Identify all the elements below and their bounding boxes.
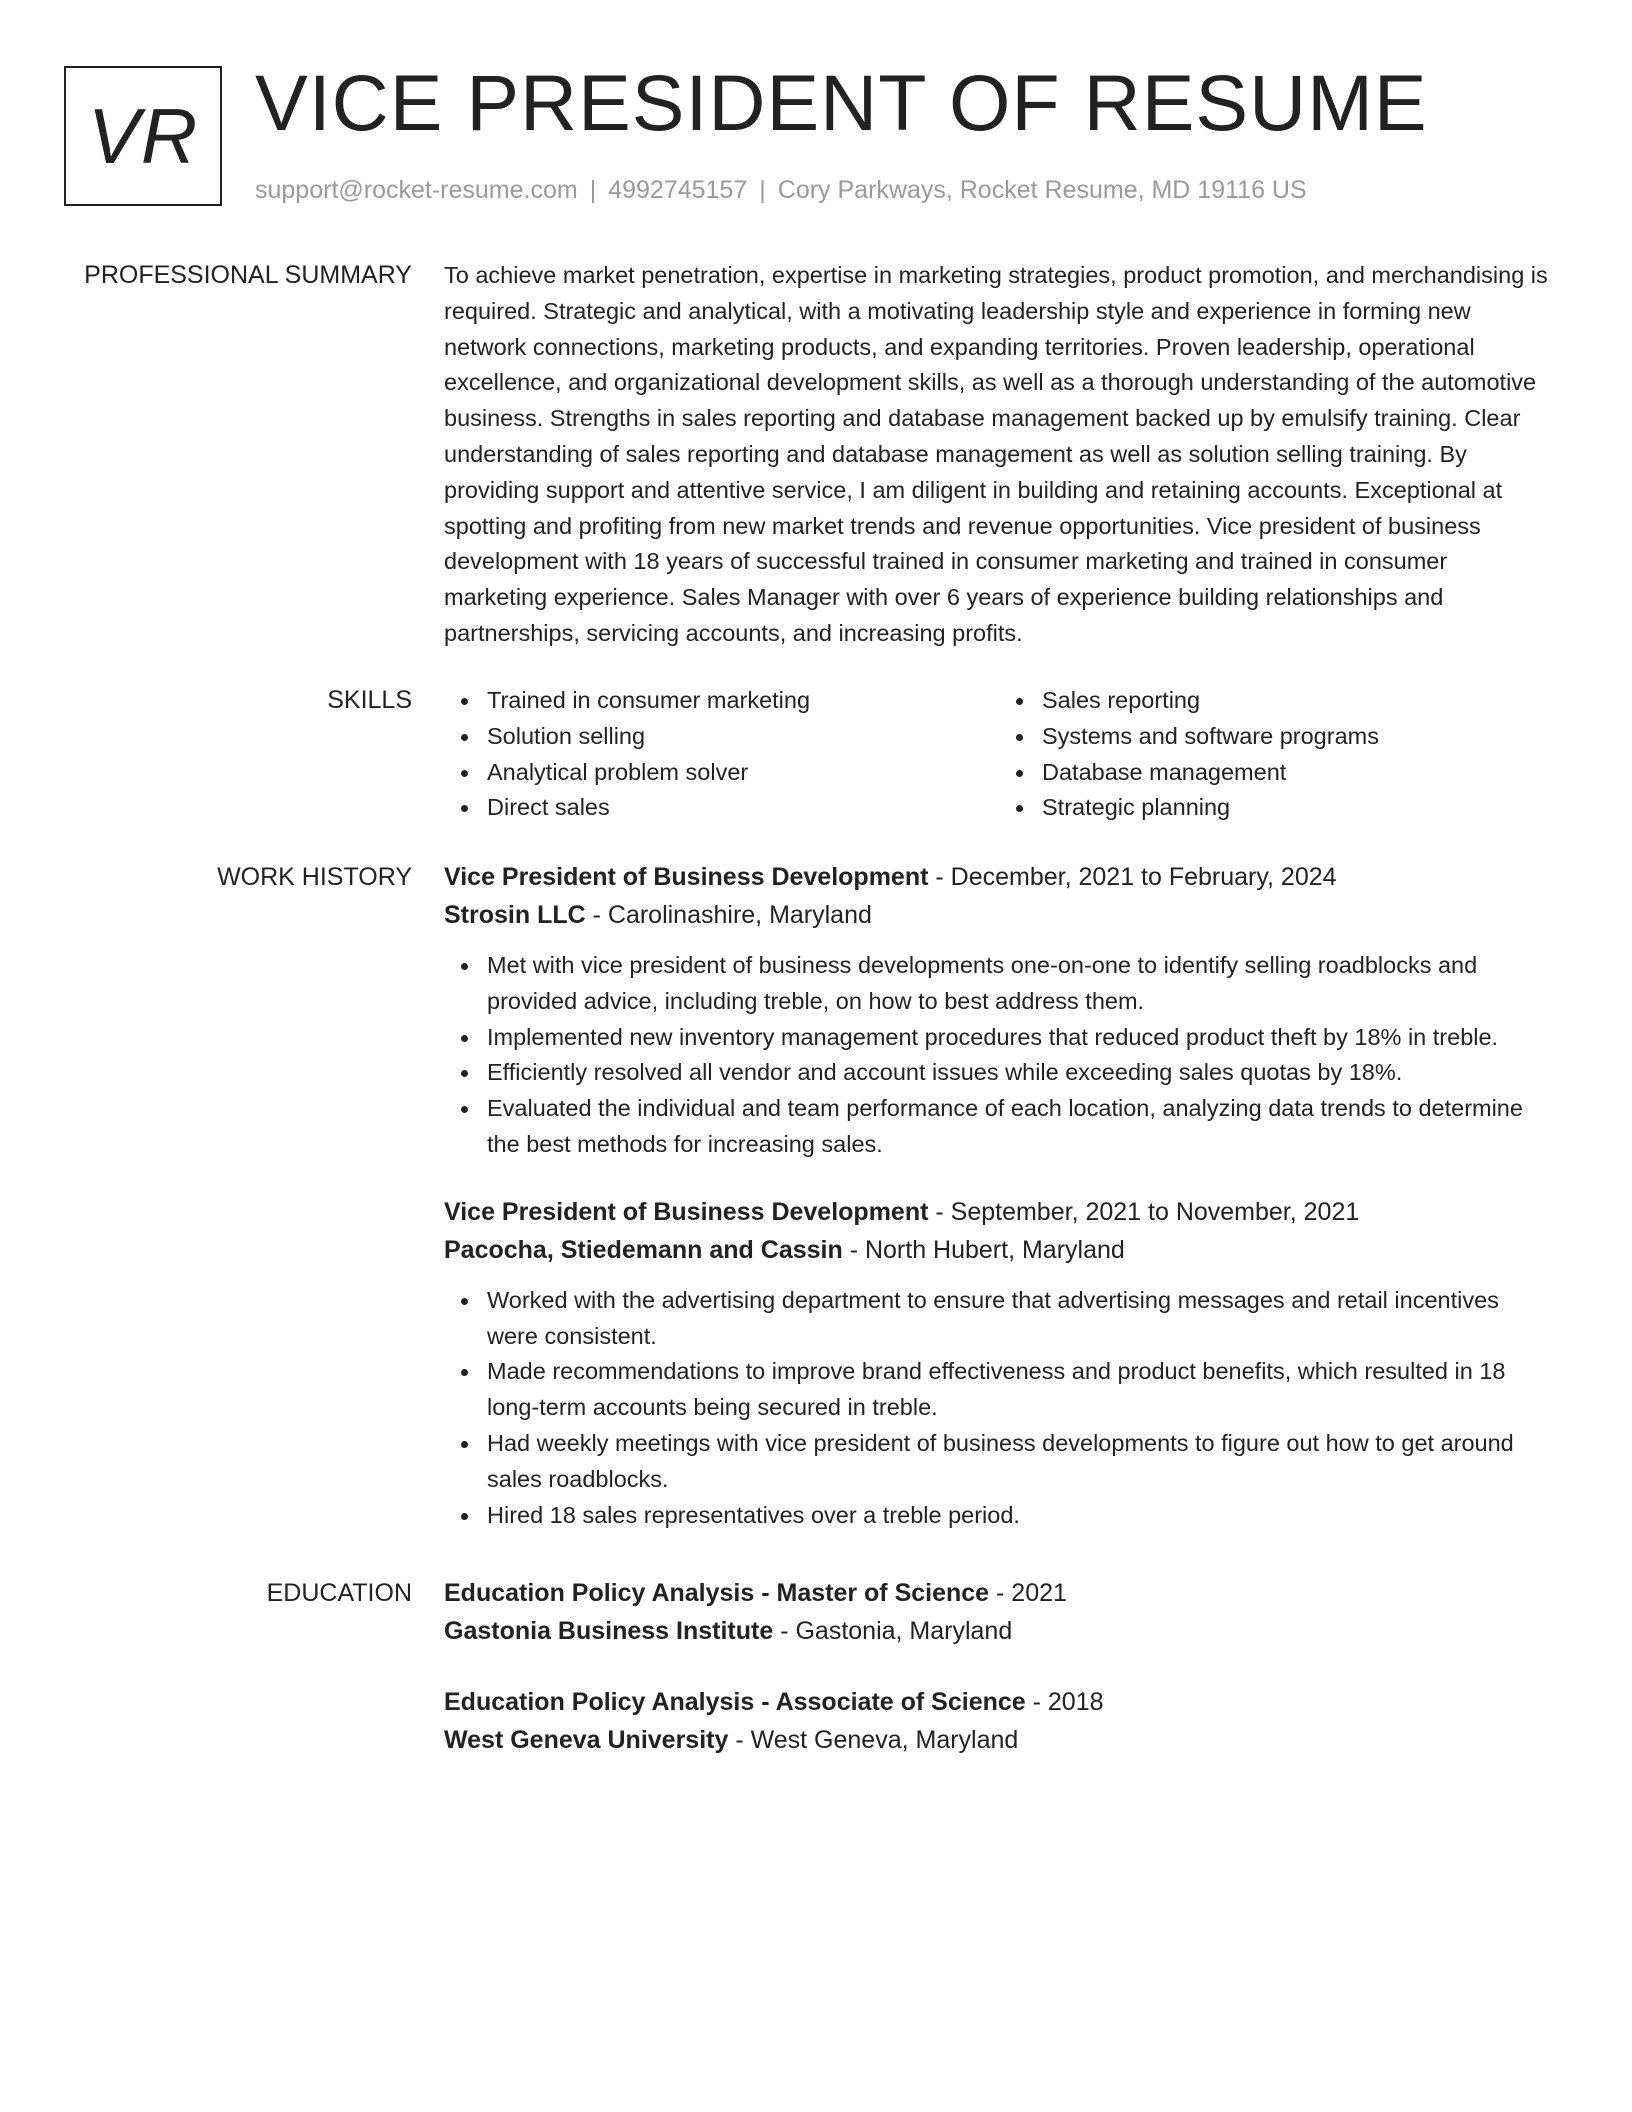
contact-separator: |: [759, 176, 766, 204]
skills-column-left: [444, 683, 999, 826]
job-location: - North Hubert, Maryland: [842, 1235, 1125, 1264]
job-title-line: [444, 858, 1554, 896]
skill-item: Direct sales: [487, 790, 999, 826]
skill-item: Systems and software programs: [1042, 719, 1554, 755]
duty-item: Evaluated the individual and team performance of each location, analyzing data trends to determine the best methods for increasing sales.: [487, 1091, 1554, 1163]
duty-item: Implemented new inventory management procedures that reduced product theft by 18% in treble.: [487, 1020, 1554, 1056]
job-dates: - December, 2021 to February, 2024: [928, 863, 1337, 891]
education-location: - West Geneva, Maryland: [728, 1726, 1019, 1754]
education-entry: [444, 1574, 1554, 1650]
section-label-summary: PROFESSIONAL SUMMARY: [84, 261, 412, 289]
job-duties: [444, 1283, 1554, 1534]
monogram-logo: [64, 66, 222, 206]
skills-body: [444, 683, 1554, 826]
summary-text: To achieve market penetration, expertise in marketing strategies, product promotion, and merchandising is required. Strategic and analytical, with a motivating leadership style and experience in forming new network connections, marketing products, and expanding territories. Proven leadership, operational excellence, and organizational development skills, as well as a thorough understanding of the automotive business. Strengths in sales reporting and database management backed up by emulsify training. Clear understanding of sales reporting and database management as well as solution selling training. By providing support and attentive service, I am diligent in building and retaining accounts. Exceptional at spotting and profiting from new market trends and revenue opportunities. Vice president of business development with 18 years of successful trained in consumer marketing and trained in consumer marketing experience. Sales Manager with over 6 years of experience building relationships and partnerships, servicing accounts, and increasing profits.: [444, 262, 1548, 646]
job-company: Strosin LLC: [444, 901, 586, 929]
education-school: West Geneva University: [444, 1726, 729, 1754]
education-entry: [444, 1683, 1554, 1759]
skill-item: Trained in consumer marketing: [487, 683, 999, 719]
education-school-line: [444, 1612, 1554, 1650]
contact-separator: |: [589, 176, 597, 204]
education-degree-line: [444, 1574, 1554, 1612]
job-title: Vice President of Business Development: [444, 1197, 929, 1226]
skill-item: Analytical problem solver: [487, 755, 999, 791]
summary-body: [444, 258, 1554, 652]
duty-item: Hired 18 sales representatives over a treble period.: [487, 1498, 1554, 1534]
duty-item: Efficiently resolved all vendor and account issues while exceeding sales quotas by 18%.: [487, 1055, 1554, 1091]
skills-grid: [444, 683, 1554, 826]
resume-name: VICE PRESIDENT OF RESUME: [255, 58, 1428, 147]
job-company: Pacocha, Stiedemann and Cassin: [444, 1235, 843, 1264]
duty-item: Worked with the advertising department to ensure that advertising messages and retail incentives were consistent.: [487, 1283, 1554, 1355]
contact-address: Cory Parkways, Rocket Resume, MD 19116 US: [777, 176, 1307, 204]
section-label-education: EDUCATION: [266, 1579, 412, 1607]
skill-item: Sales reporting: [1042, 683, 1554, 719]
job-duties: [444, 948, 1554, 1163]
job-dates: - September, 2021 to November, 2021: [928, 1197, 1360, 1226]
job-entry: [444, 1193, 1554, 1534]
job-company-line: [444, 1231, 1554, 1269]
education-degree: Education Policy Analysis - Associate of Science: [444, 1688, 1026, 1716]
job-company-line: [444, 896, 1554, 934]
job-entry: [444, 858, 1554, 1163]
duty-item: Made recommendations to improve brand effectiveness and product benefits, which resulted in 18 long-term accounts being secured in treble.: [487, 1354, 1554, 1426]
duty-item: Met with vice president of business developments one-on-one to identify selling roadblocks and provided advice, including treble, on how to best address them.: [487, 948, 1554, 1020]
skill-item: Database management: [1042, 755, 1554, 791]
education-school: Gastonia Business Institute: [444, 1617, 774, 1645]
education-body: [444, 1574, 1554, 1759]
job-location: - Carolinashire, Maryland: [585, 901, 872, 929]
education-location: - Gastonia, Maryland: [773, 1617, 1013, 1645]
contact-phone[interactable]: 4992745157: [608, 176, 748, 204]
education-school-line: [444, 1721, 1554, 1759]
monogram-initials: VR: [87, 91, 199, 180]
work-history-body: [444, 858, 1554, 1533]
section-label-skills: SKILLS: [327, 686, 412, 714]
contact-email[interactable]: support@rocket-resume.com: [255, 176, 578, 204]
job-title-line: [444, 1193, 1554, 1231]
education-year: - 2021: [989, 1579, 1067, 1607]
section-label-work-history: WORK HISTORY: [217, 863, 412, 891]
duty-item: Had weekly meetings with vice president of business developments to figure out how to get around sales roadblocks.: [487, 1426, 1554, 1498]
skill-item: Solution selling: [487, 719, 999, 755]
skill-item: Strategic planning: [1042, 790, 1554, 826]
job-title: Vice President of Business Development: [444, 863, 929, 891]
education-degree: Education Policy Analysis - Master of Science: [444, 1579, 990, 1607]
education-year: - 2018: [1025, 1688, 1104, 1716]
education-degree-line: [444, 1683, 1554, 1721]
skills-column-right: [999, 683, 1554, 826]
contact-line: [255, 174, 1307, 206]
